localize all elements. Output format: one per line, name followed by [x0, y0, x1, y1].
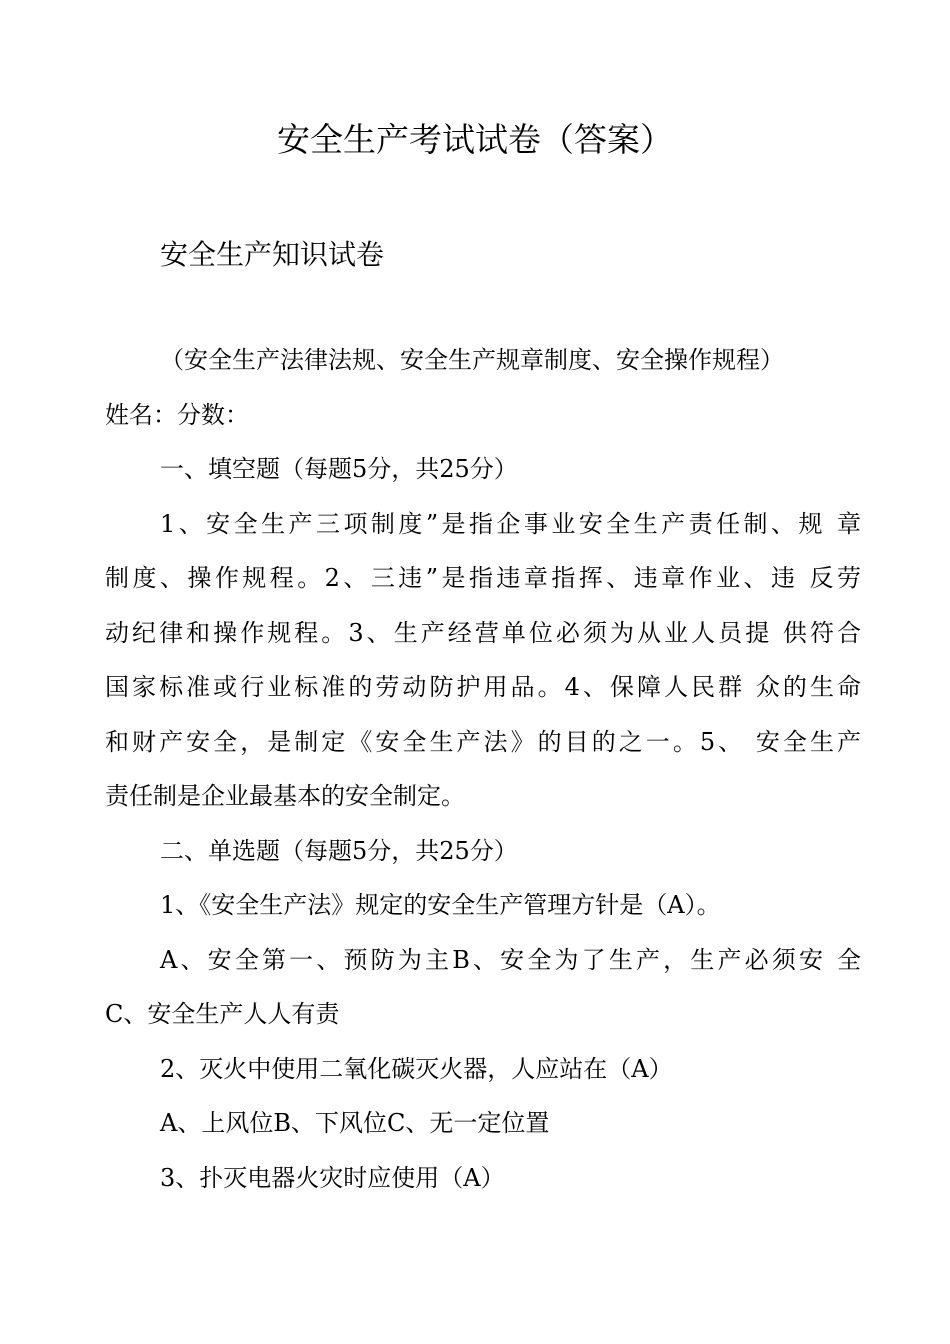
- question-line: 3、扑灭电器火灾时应使用（A）: [160, 1163, 505, 1192]
- options-line: A、安全第一、预防为主B、安全为了生产，生产必须安 全: [160, 945, 861, 974]
- paragraph-line: 1、安全生产三项制度”是指企事业安全生产责任制、规 章: [160, 509, 861, 538]
- name-score-line: 姓名：分数：: [105, 400, 249, 429]
- paragraph-line: 国家标准或行业标准的劳动防护用品。4、保障人民群 众的生命: [105, 673, 861, 701]
- options-line: C、安全生产人人有责: [105, 1000, 340, 1028]
- section-heading-single-choice: 二、单选题（每题5分，共25分）: [160, 836, 518, 865]
- paragraph-line: 和财产安全，是制定《安全生产法》的目的之一。5、 安全生产: [105, 727, 861, 756]
- scope-line: （安全生产法律法规、安全生产规章制度、安全操作规程）: [160, 346, 784, 374]
- document-subtitle: 安全生产知识试卷: [160, 238, 385, 271]
- question-line: 1、《安全生产法》规定的安全生产管理方针是（A）。: [160, 891, 721, 919]
- question-line: 2、灭火中使用二氧化碳灭火器，人应站在（A）: [160, 1054, 673, 1083]
- options-line: A、上风位B、下风位C、无一定位置: [160, 1109, 550, 1137]
- document-body: [105, 333, 861, 1205]
- paragraph-line: 责任制是企业最基本的安全制定。: [105, 782, 465, 810]
- document-title: 安全生产考试试卷（答案）: [277, 120, 673, 159]
- section-heading-fill-blank: 一、填空题（每题5分，共25分）: [160, 455, 518, 483]
- paragraph-line: 动纪律和操作规程。3、生产经营单位必须为从业人员提 供符合: [105, 618, 861, 647]
- paragraph-line: 制度、操作规程。2、三违”是指违章指挥、违章作业、违 反劳: [105, 564, 861, 592]
